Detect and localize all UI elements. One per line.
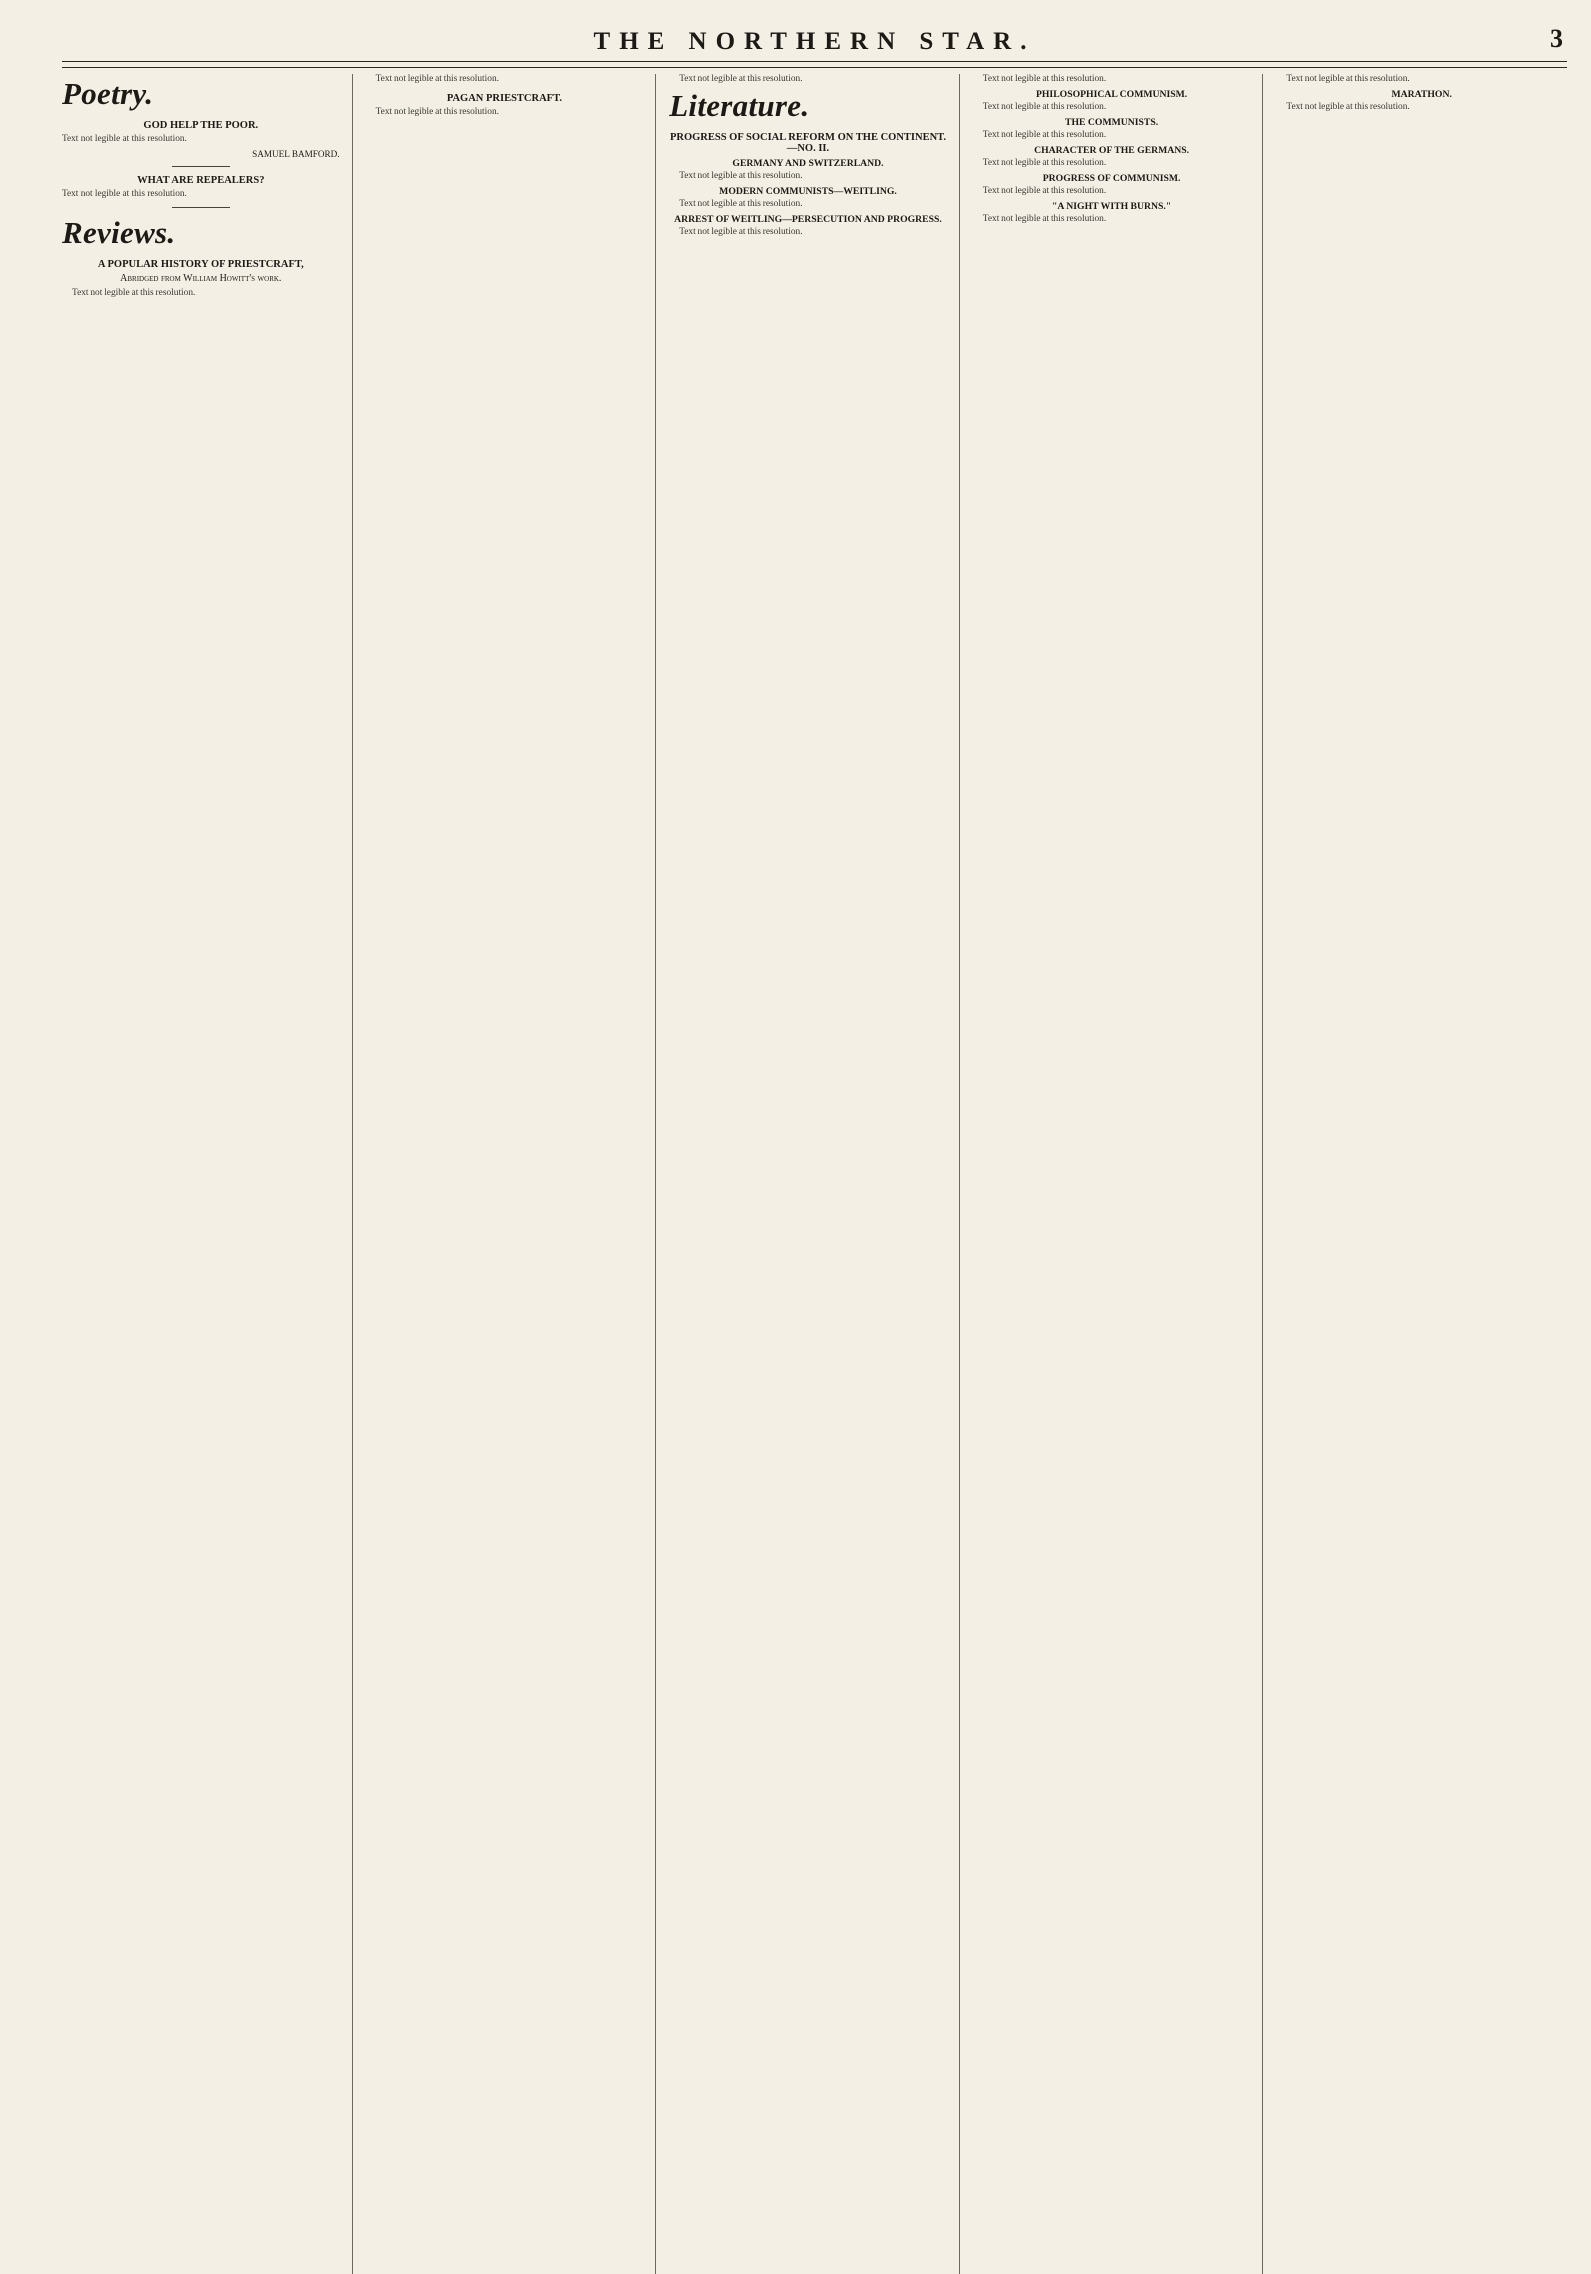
reviews-section-title: Reviews. — [62, 214, 176, 250]
column-3-social-reform-placeholder: Text not legible at this resolution. — [679, 170, 803, 181]
masthead — [62, 14, 1567, 56]
pagan-priestcraft-heading: PAGAN PRIESTCRAFT. — [446, 92, 562, 104]
column-3 — [669, 74, 960, 2274]
poem-title-god-help-the-poor: GOD HELP THE POOR. — [143, 120, 259, 131]
column-4-top-body — [973, 74, 1251, 85]
column-2-body-top — [366, 74, 644, 85]
poetry-section-title: Poetry. — [62, 76, 154, 111]
column-4 — [973, 74, 1264, 2274]
column-4-progress-placeholder: Text not legible at this resolution. — [982, 185, 1107, 196]
marathon-heading: MARATHON. — [1391, 88, 1452, 100]
column-3-top-body — [669, 74, 947, 85]
germany-switzerland-subheading: GERMANY AND SWITZERLAND. — [732, 157, 884, 169]
poem-body-placeholder-2: Text not legible at this resolution. — [62, 188, 187, 199]
newspaper-title: THE NORTHERN STAR. — [593, 28, 1036, 55]
column-4-character-body — [973, 158, 1251, 169]
character-of-germans-heading: CHARACTER OF THE GERMANS. — [1034, 144, 1190, 156]
column-4-communists-body — [973, 130, 1251, 141]
night-with-burns-heading: "A NIGHT WITH BURNS." — [1052, 200, 1172, 212]
column-1-separator-2 — [172, 207, 230, 208]
column-4-progress-body — [973, 186, 1251, 197]
column-5-bottom-placeholder: Text not legible at this resolution. — [1286, 101, 1410, 112]
arrest-of-weitling-heading: ARREST OF WEITLING—PERSECUTION AND PROGRESS. — [674, 213, 942, 225]
modern-communists-heading: MODERN COMMUNISTS—WEITLING. — [719, 185, 897, 197]
poem-title-what-are-repealers: WHAT ARE REPEALERS? — [137, 174, 265, 186]
review-body — [62, 288, 340, 299]
column-1-separator-1 — [172, 166, 230, 167]
page-number: 3 — [1550, 24, 1563, 53]
poem-body-god-help-the-poor — [62, 134, 340, 145]
column-3-social-reform-body — [669, 171, 947, 182]
literature-section-title: Literature. — [669, 87, 810, 123]
column-2 — [366, 74, 657, 2274]
column-4-top-placeholder: Text not legible at this resolution. — [982, 74, 1107, 84]
column-4-burns-body — [973, 214, 1251, 225]
column-4-character-placeholder: Text not legible at this resolution. — [982, 157, 1107, 168]
column-2-body-placeholder-top: Text not legible at this resolution. — [375, 74, 499, 84]
review-title-popular-history-of-priestcraft: A POPULAR HISTORY OF PRIESTCRAFT, — [97, 258, 304, 270]
column-3-modern-communists-placeholder: Text not legible at this resolution. — [679, 198, 803, 209]
column-5-body-bottom — [1276, 102, 1567, 113]
poem-placeholder-text: Text not legible at this resolution. — [62, 134, 187, 144]
column-3-top-placeholder: Text not legible at this resolution. — [679, 74, 803, 84]
column-4-philosophical-body — [973, 102, 1251, 113]
social-reform-heading: PROGRESS OF SOCIAL REFORM ON THE CONTINENT.—NO. II. — [669, 131, 947, 154]
poem-body-what-are-repealers — [62, 189, 340, 200]
column-3-modern-communists-body — [669, 199, 947, 210]
column-4-burns-placeholder: Text not legible at this resolution. — [982, 213, 1107, 224]
column-5 — [1276, 74, 1567, 2274]
philosophical-communism-heading: PHILOSOPHICAL COMMUNISM. — [1035, 88, 1188, 100]
column-3-arrest-body — [669, 227, 947, 238]
progress-of-communism-heading: PROGRESS OF COMMUNISM. — [1042, 172, 1181, 184]
poem-signature: SAMUEL BAMFORD. — [252, 148, 340, 159]
article-columns — [62, 74, 1567, 2274]
column-4-philosophical-placeholder: Text not legible at this resolution. — [982, 101, 1107, 112]
column-3-arrest-placeholder: Text not legible at this resolution. — [679, 226, 803, 237]
column-2-body-placeholder-bottom: Text not legible at this resolution. — [375, 106, 499, 117]
column-4-communists-placeholder: Text not legible at this resolution. — [982, 129, 1107, 140]
column-1 — [62, 74, 353, 2274]
masthead-rule — [62, 61, 1567, 68]
column-2-body-bottom — [366, 107, 644, 118]
communists-heading: THE COMMUNISTS. — [1065, 116, 1159, 128]
column-5-body-top — [1276, 74, 1567, 85]
review-body-placeholder: Text not legible at this resolution. — [72, 287, 196, 298]
review-subtitle: Abridged from William Howitt's work. — [120, 272, 282, 284]
column-5-top-placeholder: Text not legible at this resolution. — [1286, 74, 1410, 84]
